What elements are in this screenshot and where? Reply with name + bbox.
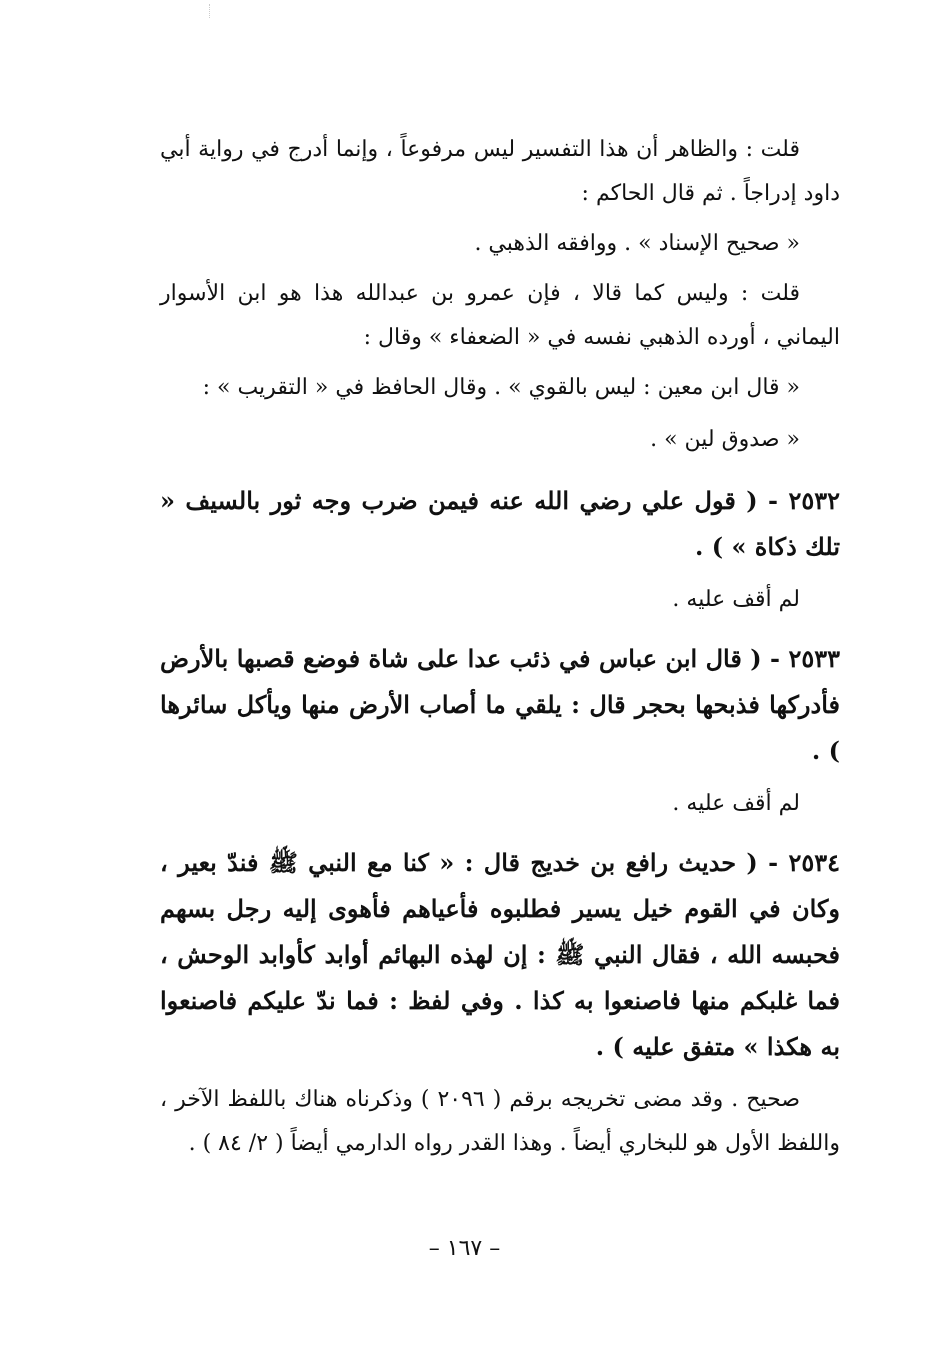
paragraph-takhrij [160, 1078, 840, 1166]
paragraph-text: صحيح . وقد مضى تخريجه برقم ( ٢٠٩٦ ) وذكرناه هناك باللفظ الآخر ، واللفظ الأول هو للبخاري أيضاً . وهذا القدر رواه الدارمي أيضاً ( ٢/ ٨٤ ) . [160, 1087, 840, 1156]
paragraph-commentary-2 [160, 272, 840, 360]
quote-text: « قال ابن معين : ليس بالقوي » . وقال الحافظ في « التقريب » : [202, 375, 800, 400]
entry-2532 [160, 478, 840, 570]
note-not-found-2 [160, 782, 840, 826]
note-not-found-1 [160, 578, 840, 622]
quote-ibn-main [160, 366, 840, 410]
paragraph-text: قلت : والظاهر أن هذا التفسير ليس مرفوعاً ، وإنما أدرج في رواية أبي داود إدراجاً . ثم قال الحاكم : [160, 137, 840, 206]
scan-mark [209, 4, 213, 18]
entry-2534 [160, 840, 840, 1070]
entry-heading-text: ٢٥٣٤ - ( حديث رافع بن خديج قال : « كنا مع النبي ﷺ فندّ بعير ، وكان في القوم خيل يسير فطلبوه فأعياهم فأهوى إليه رجل بسهم فحبسه الله ، فقال النبي ﷺ : إن لهذه البهائم أوابد كأوابد الوحش ، فما غلبكم منها فاصنعوا به كذا . وفي لفظ : فما ندّ عليكم فاصنعوا به هكذا » متفق عليه ) . [160, 848, 841, 1061]
page-number: – ١٦٧ – [428, 1236, 501, 1261]
entry-heading-text: ٢٥٣٣ - ( قال ابن عباس في ذئب عدا على شاة فوضع قصبها بالأرض فأدركها فذبحها بحجر قال : يلقي ما أصاب الأرض منها ويأكل سائرها ) . [160, 644, 840, 765]
quote-sahih-isnad [160, 222, 840, 266]
quote-text: « صدوق لين » . [650, 427, 800, 452]
entry-heading-text: ٢٥٣٢ - ( قول علي رضي الله عنه فيمن ضرب وجه ثور بالسيف « تلك ذكاة » ) . [160, 486, 840, 561]
quote-saduq-layyin [160, 418, 840, 462]
quote-text: « صحيح الإسناد » . ووافقه الذهبي . [474, 231, 800, 256]
entry-2533 [160, 636, 840, 774]
note-text: لم أقف عليه . [672, 791, 800, 816]
paragraph-text: قلت : وليس كما قالا ، فإن عمرو بن عبدالله هذا هو ابن الأسوار اليماني ، أورده الذهبي نفسه في « الضعفاء » وقال : [160, 281, 840, 350]
paragraph-commentary-1 [160, 128, 840, 216]
note-text: لم أقف عليه . [672, 587, 800, 612]
